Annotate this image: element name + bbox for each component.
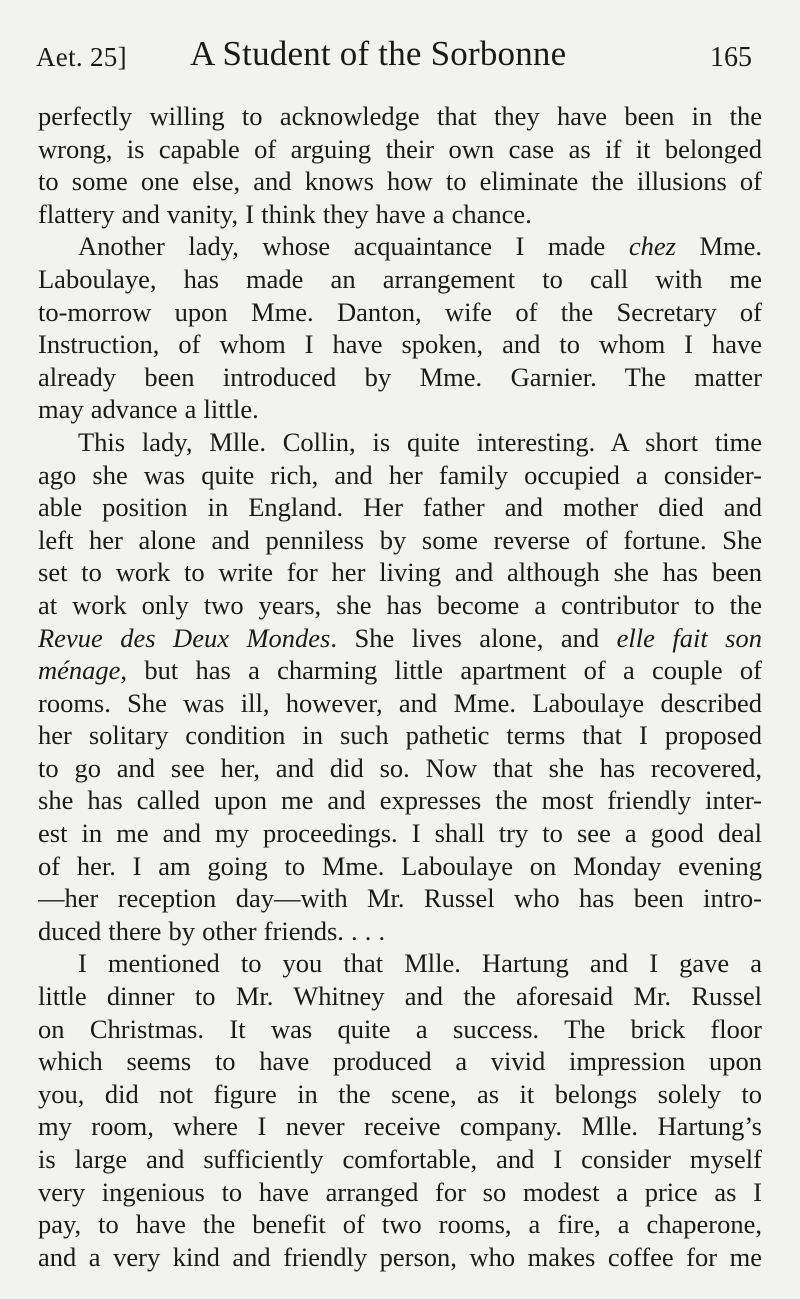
text-line [38,654,762,687]
text-line: est in me and my proceedings. I shall try to see a good deal [38,818,762,849]
page-number: 165 [710,42,752,73]
text-line: ago she was quite rich, and her family occupied a consider- [38,459,762,490]
text-line: rooms. She was ill, however, and Mme. Laboulaye described [38,687,762,718]
text-run: Another lady, whose acquaintance I made [78,231,629,262]
italic-run: Revue des Deux Mondes [38,622,331,653]
text-line: at work only two years, she has become a contributor to the [38,589,762,620]
text-line [38,230,762,263]
text-line: you, did not figure in the scene, as it belongs solely to [38,1078,762,1109]
text-line: to go and see her, and did so. Now that she has recovered, [38,752,762,783]
text-line: to-morrow upon Mme. Danton, wife of the Secretary of [38,296,762,327]
text-line: my room, where I never receive company. Mlle. Hartung’s [38,1111,762,1142]
text-line: This lady, Mlle. Collin, is quite interesting. A short time [78,426,762,457]
text-line: set to work to write for her living and although she has been [38,557,762,588]
text-line: pay, to have the benefit of two rooms, a fire, a chaperone, [38,1209,762,1240]
running-head-title: A Student of the Sorbonne [190,34,567,73]
text-line: perfectly willing to acknowledge that they have been in the [38,101,762,131]
text-line: on Christmas. It was quite a success. The brick floor [38,1013,762,1044]
text-line: flattery and vanity, I think they have a chance. [38,198,532,229]
text-line [38,622,762,655]
body-text [38,100,762,1273]
text-line: —her reception day—with Mr. Russel who has been intro- [38,883,762,914]
text-line: Instruction, of whom I have spoken, and to whom I have [38,329,762,360]
text-line: which seems to have produced a vivid impression upon [38,1046,762,1077]
text-line: able position in England. Her father and mother died and [38,492,762,523]
italic-run: chez [628,231,676,262]
text-run: Mme. [675,231,762,262]
text-line: of her. I am going to Mme. Laboulaye on Monday evening [38,850,762,881]
italic-run: ménage [38,655,121,686]
text-line: is large and sufficiently comfortable, and I consider myself [38,1144,762,1174]
italic-run: elle fait son [616,622,762,653]
text-line: Laboulaye, has made an arrangement to call with me [38,263,762,294]
text-line: to some one else, and knows how to eliminate the illusions of [38,166,762,197]
running-header [36,34,752,82]
text-line: may advance a little. [38,394,259,425]
text-run: , but has a charming little apartment of a couple of [120,655,762,686]
text-line: duced there by other friends. . . . [38,915,386,946]
text-line: left her alone and penniless by some reverse of fortune. She [38,524,762,555]
text-run: . She lives alone, and [330,622,617,653]
text-line: already been introduced by Mme. Garnier. The matter [38,361,762,392]
text-line: her solitary condition in such pathetic terms that I proposed [38,720,762,751]
text-line: I mentioned to you that Mlle. Hartung and I gave a [78,948,762,979]
text-line: very ingenious to have arranged for so modest a price as I [38,1176,762,1207]
text-line: wrong, is capable of arguing their own case as if it belonged [38,133,762,164]
text-line: little dinner to Mr. Whitney and the aforesaid Mr. Russel [38,981,762,1012]
running-head-left: Aet. 25] [36,42,127,72]
text-line: and a very kind and friendly person, who makes coffee for me [38,1241,762,1272]
text-line: she has called upon me and expresses the most friendly inter- [38,785,762,816]
